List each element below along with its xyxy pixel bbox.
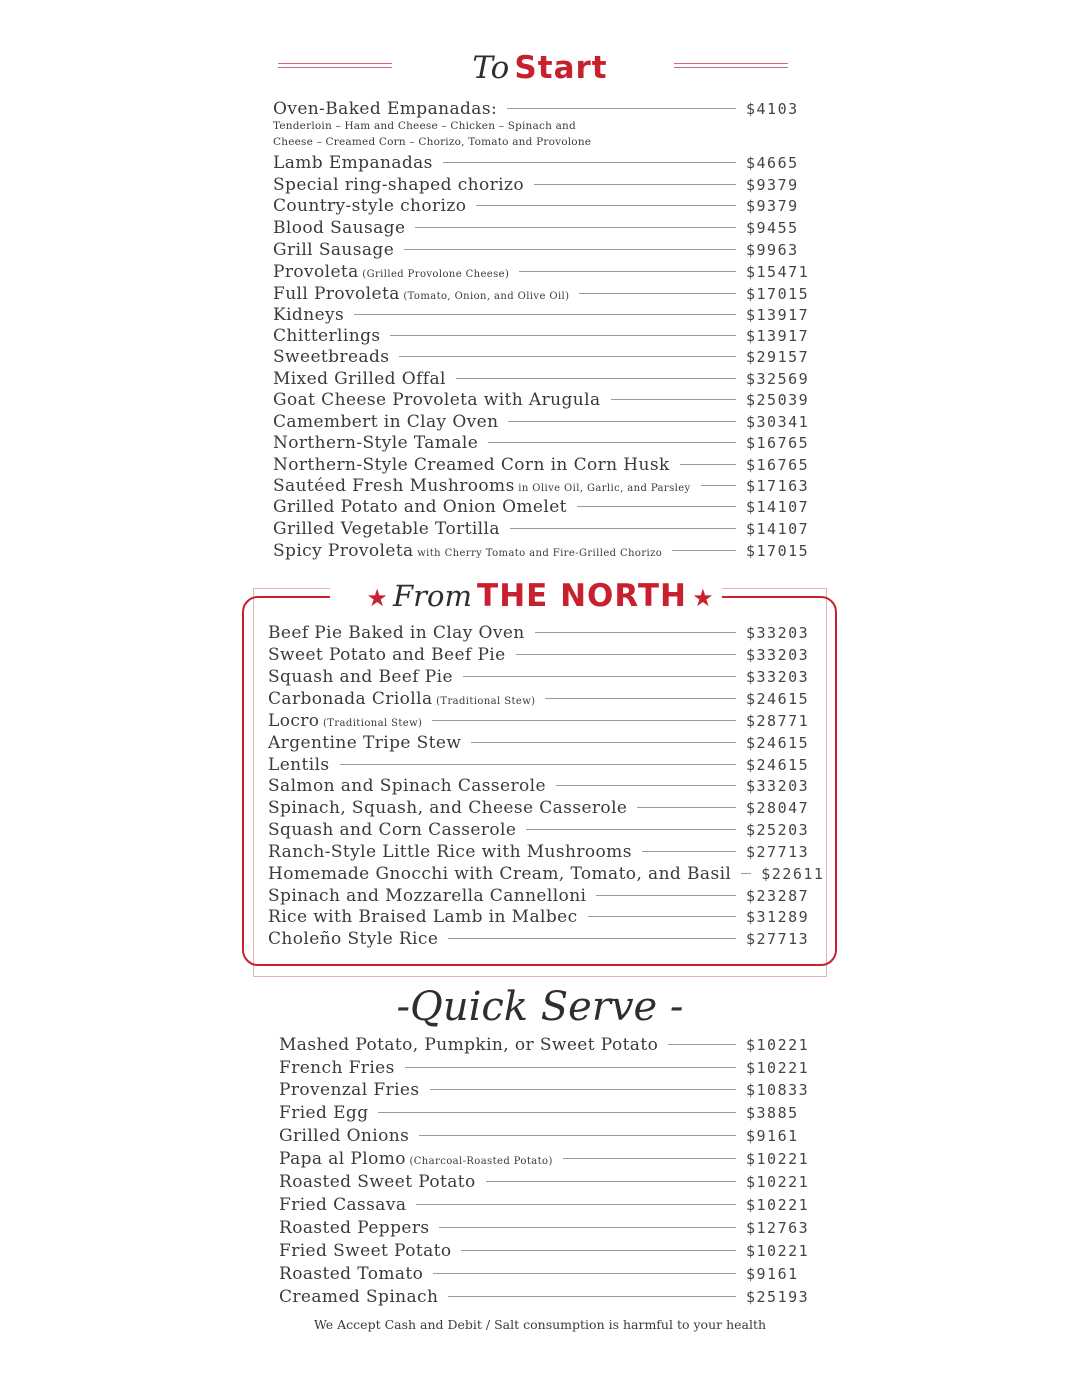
leader-line — [433, 1273, 736, 1274]
leader-line — [476, 205, 736, 206]
item-price: $23287 — [746, 887, 810, 905]
item-price: $33203 — [746, 646, 810, 664]
leader-line — [404, 249, 736, 250]
item-price: $17163 — [746, 477, 810, 495]
leader-line — [526, 829, 736, 830]
to-start-menu-item — [273, 433, 818, 453]
to-start-menu-item — [273, 347, 818, 367]
leader-line — [430, 1089, 737, 1090]
to-start-menu-item — [273, 390, 818, 410]
north-menu-item — [268, 776, 818, 796]
to-start-menu-item — [273, 497, 818, 517]
leader-line — [596, 895, 736, 896]
item-name: Spicy Provoleta with Cherry Tomato and Fire-Grilled Chorizo — [273, 541, 663, 561]
leader-line — [340, 764, 736, 765]
item-price: $25193 — [746, 1288, 810, 1306]
leader-line — [741, 873, 751, 874]
item-price: $24615 — [746, 756, 810, 774]
item-price: $22611 — [761, 865, 825, 883]
star-icon: ★ — [366, 584, 388, 612]
item-price: $9455 — [746, 219, 799, 237]
north-menu-item — [268, 667, 818, 687]
item-price: $4665 — [746, 154, 799, 172]
item-name: Kidneys — [273, 305, 345, 325]
quick-serve-menu-item — [279, 1241, 818, 1261]
item-name: Goat Cheese Provoleta with Arugula — [273, 390, 601, 410]
quick-serve-menu-item — [279, 1172, 818, 1192]
leader-line — [448, 1296, 736, 1297]
item-price: $9379 — [746, 176, 799, 194]
item-name: Choleño Style Rice — [268, 929, 439, 949]
item-price: $10221 — [746, 1150, 810, 1168]
leader-line — [419, 1135, 736, 1136]
section-title-bold: Start — [514, 50, 608, 86]
north-menu-item — [268, 929, 818, 949]
leader-line — [637, 807, 736, 808]
leader-line — [519, 271, 736, 272]
quick-serve-menu-item — [279, 1058, 818, 1078]
item-name: Provoleta (Grilled Provolone Cheese) — [273, 262, 510, 282]
leader-line — [508, 421, 736, 422]
item-price: $24615 — [746, 690, 810, 708]
to-start-menu-item — [273, 218, 818, 238]
leader-line — [545, 698, 736, 699]
item-price: $10221 — [746, 1173, 810, 1191]
leader-line — [510, 528, 736, 529]
quick-serve-menu-item — [279, 1080, 818, 1100]
leader-line — [486, 1181, 736, 1182]
to-start-menu-item — [273, 412, 818, 432]
item-price: $15471 — [746, 263, 810, 281]
item-price: $4103 — [746, 100, 799, 118]
item-price: $14107 — [746, 520, 810, 538]
item-name: Oven-Baked Empanadas: — [273, 99, 498, 119]
to-start-menu-item — [273, 476, 818, 496]
item-price: $16765 — [746, 434, 810, 452]
item-name: Special ring-shaped chorizo — [273, 175, 524, 195]
item-name: Roasted Sweet Potato — [279, 1172, 476, 1192]
item-name: Sweetbreads — [273, 347, 390, 367]
item-note: (Traditional Stew) — [319, 718, 423, 729]
item-price: $28771 — [746, 712, 810, 730]
leader-line — [516, 654, 736, 655]
quick-serve-menu-item — [279, 1103, 818, 1123]
item-name: Fried Sweet Potato — [279, 1241, 452, 1261]
to-start-menu-item — [273, 240, 818, 260]
leader-line — [471, 742, 736, 743]
item-sub-description: Cheese – Creamed Corn – Chorizo, Tomato and Provolone — [273, 136, 592, 148]
leader-line — [579, 293, 736, 294]
north-menu-item — [268, 689, 818, 709]
item-price: $27713 — [746, 843, 810, 861]
item-name: Grilled Vegetable Tortilla — [273, 519, 500, 539]
item-price: $10833 — [746, 1081, 810, 1099]
quick-serve-menu-item — [279, 1195, 818, 1215]
quick-serve-menu-item — [279, 1126, 818, 1146]
item-name: Mixed Grilled Offal — [273, 369, 446, 389]
item-price: $3885 — [746, 1104, 799, 1122]
item-sub-description: Tenderloin – Ham and Cheese – Chicken – Spinach and — [273, 120, 576, 132]
leader-line — [642, 851, 736, 852]
item-note: with Cherry Tomato and Fire-Grilled Chorizo — [413, 548, 663, 559]
item-name: Papa al Plomo (Charcoal-Roasted Potato) — [279, 1149, 553, 1169]
to-start-menu-item — [273, 99, 818, 119]
leader-line — [439, 1227, 736, 1228]
item-price: $10221 — [746, 1242, 810, 1260]
leader-line — [611, 399, 737, 400]
leader-line — [668, 1044, 736, 1045]
section-title-to-start — [0, 50, 1080, 86]
item-price: $13917 — [746, 306, 810, 324]
leader-line — [354, 314, 736, 315]
leader-line — [405, 1067, 736, 1068]
item-price: $9161 — [746, 1265, 799, 1283]
star-icon: ★ — [692, 584, 714, 612]
item-name: Grill Sausage — [273, 240, 395, 260]
item-name: Beef Pie Baked in Clay Oven — [268, 623, 525, 643]
section-title-from-the-north — [0, 578, 1080, 614]
to-start-menu-item — [273, 369, 818, 389]
item-price: $12763 — [746, 1219, 810, 1237]
leader-line — [680, 464, 736, 465]
leader-line — [507, 108, 736, 109]
item-price: $14107 — [746, 498, 810, 516]
quick-serve-menu-item — [279, 1035, 818, 1055]
item-note: (Charcoal-Roasted Potato) — [405, 1156, 553, 1167]
item-name: Sautéed Fresh Mushrooms in Olive Oil, Garlic, and Parsley — [273, 476, 691, 496]
item-price: $25203 — [746, 821, 810, 839]
leader-line — [577, 506, 736, 507]
item-price: $17015 — [746, 285, 810, 303]
item-name: Northern-Style Tamale — [273, 433, 479, 453]
quick-serve-menu-item — [279, 1264, 818, 1284]
item-name: Chitterlings — [273, 326, 381, 346]
leader-line — [448, 938, 736, 939]
north-menu-item — [268, 755, 818, 775]
leader-line — [488, 442, 736, 443]
to-start-menu-item — [273, 455, 818, 475]
item-price: $10221 — [746, 1196, 810, 1214]
footer-note: We Accept Cash and Debit / Salt consumption is harmful to your health — [313, 1317, 767, 1332]
item-price: $24615 — [746, 734, 810, 752]
item-name: Homemade Gnocchi with Cream, Tomato, and Basil — [268, 864, 732, 884]
item-price: $25039 — [746, 391, 810, 409]
leader-line — [556, 785, 736, 786]
section-title-quick-serve: -Quick Serve - — [396, 984, 684, 1030]
item-name: Creamed Spinach — [279, 1287, 439, 1307]
north-menu-item — [268, 623, 818, 643]
to-start-menu-item — [273, 541, 818, 561]
to-start-menu-item — [273, 262, 818, 282]
item-name: Argentine Tripe Stew — [268, 733, 462, 753]
north-menu-item — [268, 798, 818, 818]
item-name: Locro (Traditional Stew) — [268, 711, 423, 731]
item-name: Fried Egg — [279, 1103, 369, 1123]
to-start-menu-item — [273, 519, 818, 539]
to-start-menu-item — [273, 196, 818, 216]
leader-line — [535, 632, 736, 633]
item-price: $9379 — [746, 197, 799, 215]
item-name: Northern-Style Creamed Corn in Corn Husk — [273, 455, 670, 475]
section-title-bold: THE NORTH — [477, 578, 687, 614]
leader-line — [701, 485, 736, 486]
item-price: $13917 — [746, 327, 810, 345]
leader-line — [416, 1204, 736, 1205]
north-menu-item — [268, 820, 818, 840]
item-note: (Grilled Provolone Cheese) — [358, 269, 510, 280]
leader-line — [378, 1112, 736, 1113]
item-note: in Olive Oil, Garlic, and Parsley — [514, 483, 691, 494]
item-name: Fried Cassava — [279, 1195, 407, 1215]
item-name: Squash and Corn Casserole — [268, 820, 517, 840]
item-price: $10221 — [746, 1059, 810, 1077]
item-name: Squash and Beef Pie — [268, 667, 453, 687]
item-name: Spinach and Mozzarella Cannelloni — [268, 886, 587, 906]
leader-line — [672, 550, 736, 551]
item-price: $9963 — [746, 241, 799, 259]
item-price: $10221 — [746, 1036, 810, 1054]
item-name: Camembert in Clay Oven — [273, 412, 499, 432]
leader-line — [456, 378, 736, 379]
item-name: Spinach, Squash, and Cheese Casserole — [268, 798, 628, 818]
item-price: $17015 — [746, 542, 810, 560]
item-name: Country-style chorizo — [273, 196, 467, 216]
quick-serve-menu-item — [279, 1218, 818, 1238]
item-price: $30341 — [746, 413, 810, 431]
to-start-menu-item — [273, 305, 818, 325]
item-name: Sweet Potato and Beef Pie — [268, 645, 506, 665]
item-name: Grilled Potato and Onion Omelet — [273, 497, 567, 517]
item-name: Provenzal Fries — [279, 1080, 420, 1100]
north-menu-item — [268, 733, 818, 753]
section-title-script: From — [393, 579, 472, 613]
item-name: Blood Sausage — [273, 218, 406, 238]
quick-serve-menu-item — [279, 1149, 818, 1169]
item-name: Lamb Empanadas — [273, 153, 433, 173]
item-price: $33203 — [746, 777, 810, 795]
leader-line — [399, 356, 736, 357]
item-price: $33203 — [746, 624, 810, 642]
to-start-menu-item — [273, 284, 818, 304]
leader-line — [463, 676, 736, 677]
item-name: Full Provoleta (Tomato, Onion, and Olive Oil) — [273, 284, 570, 304]
item-name: Roasted Peppers — [279, 1218, 430, 1238]
leader-line — [461, 1250, 736, 1251]
north-menu-item — [268, 842, 818, 862]
item-note: (Traditional Stew) — [432, 696, 536, 707]
north-menu-item — [268, 907, 818, 927]
north-menu-item — [268, 711, 818, 731]
to-start-menu-item — [273, 326, 818, 346]
north-menu-item — [268, 864, 825, 884]
item-price: $9161 — [746, 1127, 799, 1145]
leader-line — [588, 916, 736, 917]
item-price: $32569 — [746, 370, 810, 388]
quick-serve-menu-item — [279, 1287, 818, 1307]
north-menu-item — [268, 645, 818, 665]
north-menu-item — [268, 886, 818, 906]
item-price: $16765 — [746, 456, 810, 474]
item-name: Carbonada Criolla (Traditional Stew) — [268, 689, 536, 709]
item-name: Lentils — [268, 755, 330, 775]
item-name: Grilled Onions — [279, 1126, 410, 1146]
item-price: $28047 — [746, 799, 810, 817]
item-name: French Fries — [279, 1058, 395, 1078]
item-name: Roasted Tomato — [279, 1264, 424, 1284]
leader-line — [415, 227, 736, 228]
item-price: $31289 — [746, 908, 810, 926]
to-start-menu-item — [273, 153, 818, 173]
item-name: Mashed Potato, Pumpkin, or Sweet Potato — [279, 1035, 659, 1055]
leader-line — [563, 1158, 736, 1159]
section-title-script: To — [472, 50, 510, 86]
item-name: Rice with Braised Lamb in Malbec — [268, 907, 578, 927]
leader-line — [534, 184, 736, 185]
leader-line — [390, 335, 736, 336]
leader-line — [432, 720, 736, 721]
item-price: $27713 — [746, 930, 810, 948]
item-name: Ranch-Style Little Rice with Mushrooms — [268, 842, 632, 862]
item-note: (Tomato, Onion, and Olive Oil) — [399, 291, 570, 302]
item-name: Salmon and Spinach Casserole — [268, 776, 546, 796]
item-price: $29157 — [746, 348, 810, 366]
item-price: $33203 — [746, 668, 810, 686]
to-start-menu-item — [273, 175, 818, 195]
leader-line — [443, 162, 736, 163]
